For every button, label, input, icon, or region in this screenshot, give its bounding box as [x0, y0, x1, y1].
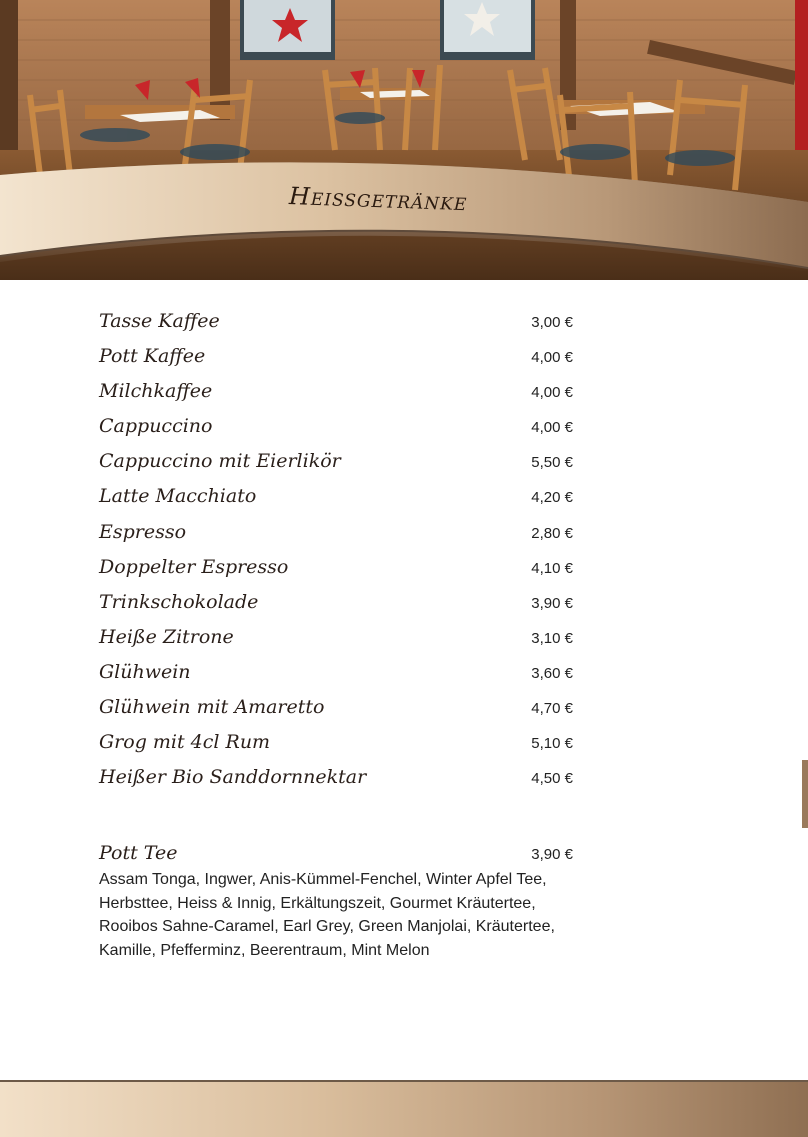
item-name: Espresso	[99, 520, 187, 543]
tea-varieties	[99, 868, 579, 962]
tea-varieties-line: Kamille, Pfefferminz, Beerentraum, Mint Melon	[99, 941, 430, 959]
page-edge-tab	[802, 760, 808, 828]
list-item	[99, 485, 579, 520]
item-name: Trinkschokolade	[99, 590, 259, 613]
list-item	[99, 766, 579, 801]
list-item	[99, 415, 579, 450]
list-item	[99, 345, 579, 380]
page-title: Heissgetränke	[288, 181, 468, 217]
item-price: 3,00 €	[531, 314, 573, 331]
item-name: Glühwein mit Amaretto	[99, 696, 325, 719]
item-price: 5,50 €	[531, 454, 573, 472]
list-item	[99, 450, 579, 485]
list-item	[99, 696, 579, 731]
item-price: 4,00 €	[531, 419, 573, 437]
footer-band	[0, 1080, 808, 1137]
item-price: 4,00 €	[531, 384, 573, 402]
item-price: 4,50 €	[531, 770, 573, 788]
item-name: Heißer Bio Sanddornnektar	[99, 766, 367, 789]
item-name: Pott Tee	[99, 842, 178, 864]
item-name: Cappuccino mit Eierlikör	[99, 450, 341, 473]
item-price: 3,60 €	[531, 664, 573, 682]
item-name: Grog mit 4cl Rum	[99, 731, 271, 754]
item-price: 4,10 €	[531, 559, 573, 577]
item-price: 4,20 €	[531, 489, 573, 507]
item-name: Tasse Kaffee	[99, 310, 220, 332]
item-name: Pott Kaffee	[99, 345, 206, 368]
item-price: 3,90 €	[531, 846, 573, 863]
tea-varieties-line: Rooibos Sahne-Caramel, Earl Grey, Green Manjolai, Kräutertee,	[99, 918, 555, 935]
drinks-list	[99, 310, 579, 801]
list-item	[99, 380, 579, 415]
item-name: Heiße Zitrone	[99, 625, 234, 648]
list-item	[99, 626, 579, 661]
list-item	[99, 556, 579, 591]
list-item	[99, 521, 579, 556]
item-price: 3,90 €	[531, 594, 573, 612]
tea-varieties-line: Assam Tonga, Ingwer, Anis-Kümmel-Fenchel, Winter Apfel Tee,	[99, 871, 547, 888]
item-price: 3,10 €	[531, 629, 573, 647]
title-banner	[0, 150, 808, 280]
list-item	[99, 591, 579, 626]
list-item	[99, 731, 579, 766]
tea-varieties-line: Herbsttee, Heiss & Innig, Erkältungszeit, Gourmet Kräutertee,	[99, 894, 536, 912]
item-price: 4,00 €	[531, 349, 573, 367]
item-price: 5,10 €	[531, 735, 573, 753]
list-item	[99, 310, 579, 345]
item-price: 4,70 €	[531, 700, 573, 718]
item-name: Latte Macchiato	[99, 485, 257, 508]
item-name: Glühwein	[99, 660, 191, 683]
list-item	[99, 842, 579, 868]
item-price: 2,80 €	[531, 524, 573, 542]
item-name: Cappuccino	[99, 415, 213, 438]
tea-section	[99, 842, 579, 962]
list-item	[99, 661, 579, 696]
item-name: Doppelter Espresso	[99, 555, 289, 578]
item-name: Milchkaffee	[99, 380, 213, 403]
